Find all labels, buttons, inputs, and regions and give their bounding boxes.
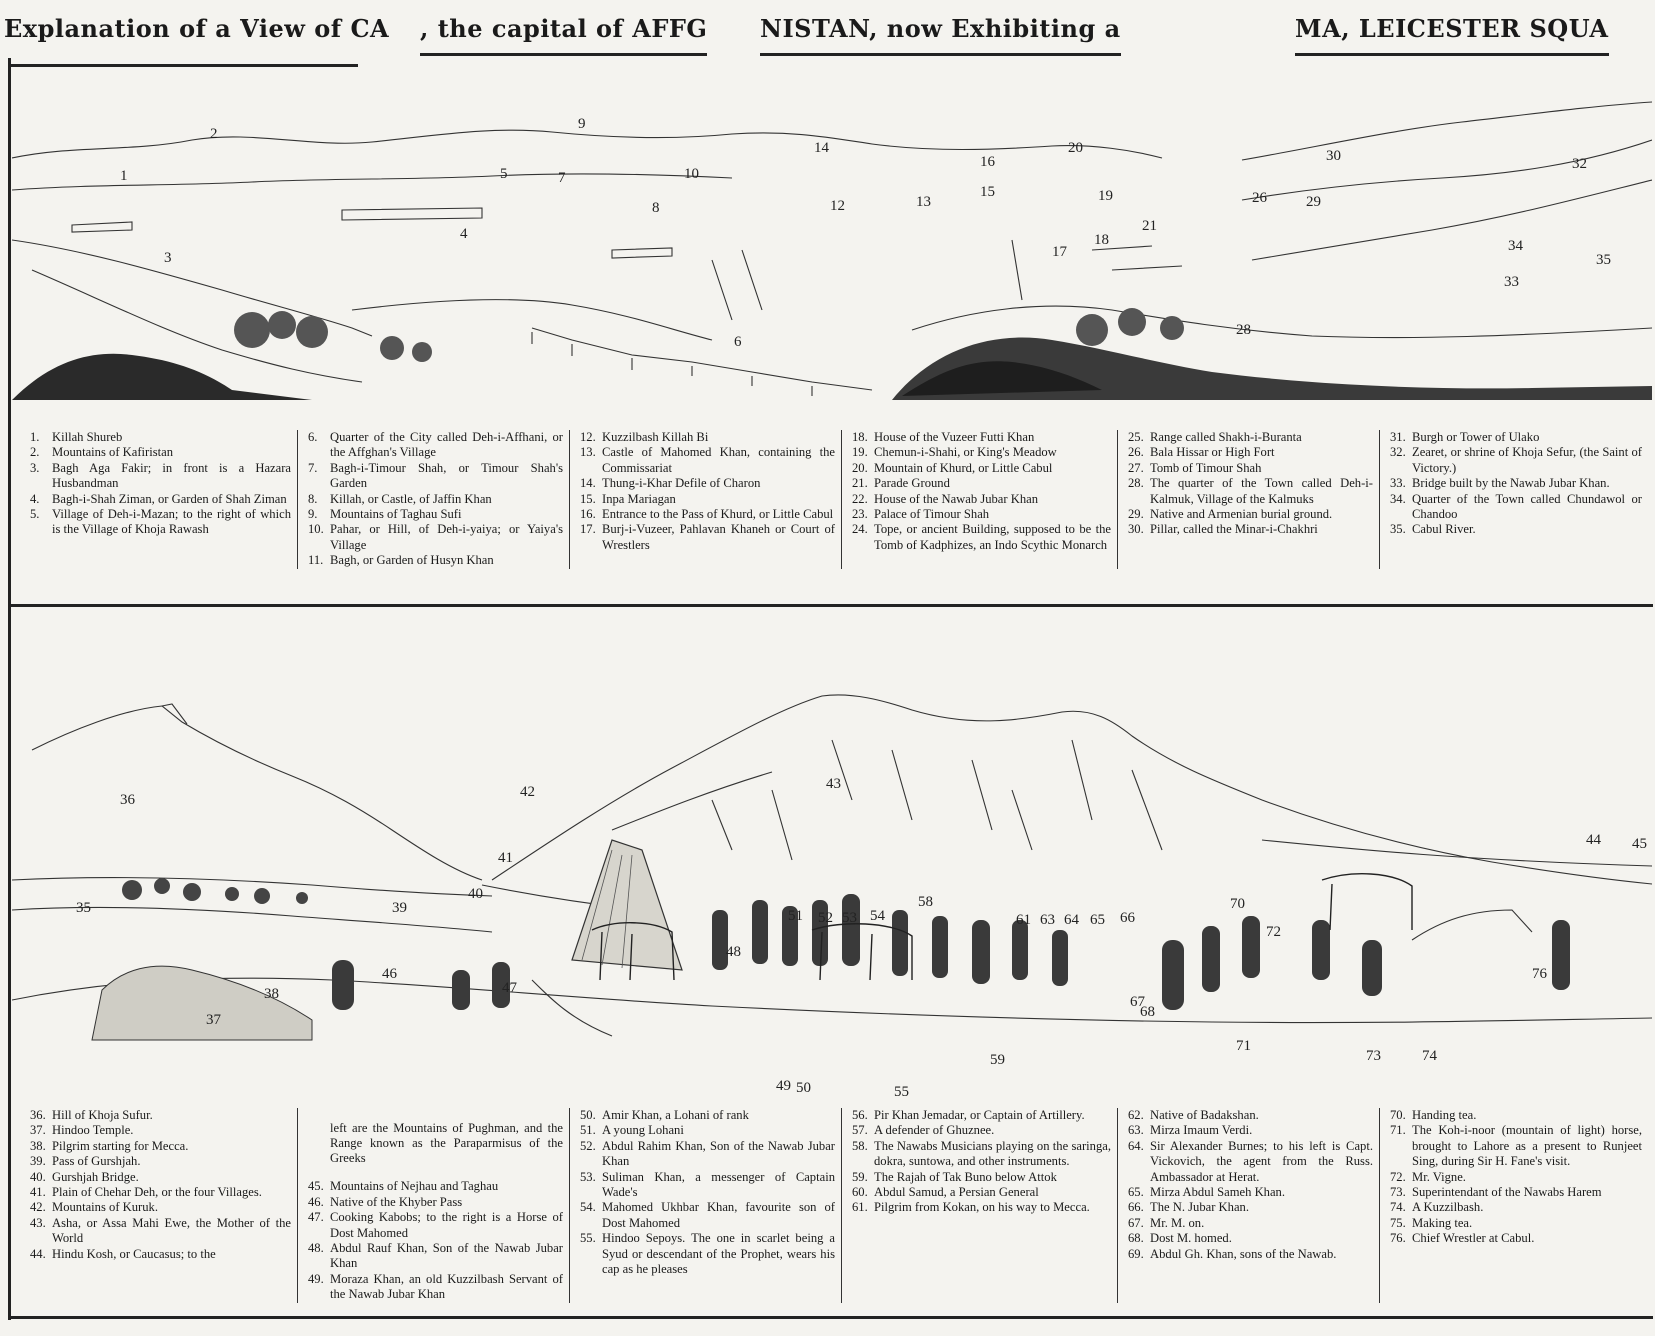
legend-entry: 35. Cabul River. (1390, 522, 1476, 537)
pano2-label-46: 46 (382, 966, 397, 982)
pano1-label-10: 10 (684, 166, 699, 182)
pano1-label-9: 9 (578, 116, 586, 132)
legend-entry: 58. The Nawabs Musicians playing on the saringa, dokra, suntowa, and other instruments. (852, 1138, 1111, 1169)
pano1-label-2: 2 (210, 126, 218, 142)
headline-part-1: Explanation of a View of CA (4, 14, 390, 43)
pano2-label-68: 68 (1140, 1004, 1155, 1020)
legend-entry: 9. Mountains of Taghau Sufi (308, 507, 462, 522)
legend-entry: 23. Palace of Timour Shah (852, 507, 990, 522)
legend-entry: 57. A defender of Ghuznee. (852, 1123, 995, 1138)
legend-entry: 41. Plain of Chehar Deh, or the four Villages. (30, 1185, 262, 1200)
pano1-label-4: 4 (460, 226, 468, 242)
legend-entry: 53. Suliman Khan, a messenger of Captain Wade's (580, 1169, 835, 1200)
legend-entry: 43. Asha, or Assa Mahi Ewe, the Mother of the World (30, 1215, 291, 1246)
pano2-label-49: 49 (776, 1078, 791, 1094)
legend-upper-col-3 (570, 430, 842, 569)
pano2-label-53: 53 (842, 910, 857, 926)
legend-entry: 69. Abdul Gh. Khan, sons of the Nawab. (1128, 1246, 1337, 1261)
legend-entry: 48. Abdul Rauf Khan, Son of the Nawab Jubar Khan (308, 1241, 563, 1271)
legend-entry: 7. Bagh-i-Timour Shah, or Timour Shah's Garden (308, 460, 563, 491)
legend-entry: 37. Hindoo Temple. (30, 1123, 134, 1138)
pano2-label-71: 71 (1236, 1038, 1251, 1054)
pano2-label-58: 58 (918, 894, 933, 910)
legend-entry: 20. Mountain of Khurd, or Little Cabul (852, 460, 1053, 475)
legend-entry: 10. Pahar, or Hill, of Deh-i-yaiya; or Yaiya's Village (308, 522, 563, 552)
pano1-label-6: 6 (734, 334, 742, 350)
legend-entry: 19. Chemun-i-Shahi, or King's Meadow (852, 445, 1057, 460)
legend-entry: 11. Bagh, or Garden of Husyn Khan (308, 553, 494, 568)
legend-entry: 65. Mirza Abdul Sameh Khan. (1128, 1185, 1286, 1200)
legend-entry: 40. Gurshjah Bridge. (30, 1169, 139, 1184)
legend-entry: 3. Bagh Aga Fakir; in front is a Hazara Husbandman (30, 460, 291, 491)
legend-lower-col-3 (570, 1108, 842, 1303)
pano1-label-32: 32 (1572, 156, 1587, 172)
legend-lower-col-5 (1118, 1108, 1380, 1303)
legend-entry: 8. Killah, or Castle, of Jaffin Khan (308, 491, 492, 506)
legend-entry: 42. Mountains of Kuruk. (30, 1200, 158, 1215)
legend-entry: 63. Mirza Imaum Verdi. (1128, 1123, 1253, 1138)
legend-entry: 21. Parade Ground (852, 476, 950, 491)
legend-entry: 13. Castle of Mahomed Khan, containing the Commissariat (580, 445, 835, 475)
pano2-label-55: 55 (894, 1084, 909, 1100)
pano2-label-36: 36 (120, 792, 135, 808)
pano2-label-54: 54 (870, 908, 885, 924)
pano2-label-51: 51 (788, 908, 803, 924)
legend-entry: 2. Mountains of Kafiristan (30, 445, 174, 460)
legend-entry: 15. Inpa Mariagan (580, 491, 676, 506)
legend-entry: 51. A young Lohani (580, 1123, 684, 1138)
pano2-label-42: 42 (520, 784, 535, 800)
legend-entry: 73. Superintendant of the Nawabs Harem (1390, 1185, 1602, 1200)
panorama-upper-labels (120, 116, 1611, 350)
legend-entry: 67. Mr. M. on. (1128, 1215, 1205, 1230)
legend-entry: 28. The quarter of the Town called Deh-i-Kalmuk, Village of the Kalmuks (1128, 476, 1373, 506)
panorama-upper-illustration (12, 100, 1652, 430)
legend-entry: 5. Village of Deh-i-Mazan; to the right of which is the Village of Khoja Rawash (30, 507, 291, 537)
panorama-upper (12, 100, 1652, 430)
pano1-label-33: 33 (1504, 274, 1519, 290)
legend-upper-col-1 (20, 430, 298, 569)
pano1-label-29: 29 (1306, 194, 1321, 210)
pano2-label-76: 76 (1532, 966, 1547, 982)
legend-upper-col-6 (1380, 430, 1648, 569)
panorama-lower-labels (76, 776, 1647, 1100)
pano1-label-26: 26 (1252, 190, 1267, 206)
pano1-label-3: 3 (164, 250, 172, 266)
legend-entry: 22. House of the Nawab Jubar Khan (852, 491, 1039, 506)
legend-entry: 70. Handing tea. (1390, 1108, 1477, 1122)
legend-upper-col-5 (1118, 430, 1380, 569)
pano2-label-65: 65 (1090, 912, 1105, 928)
legend-entry: 12. Kuzzilbash Killah Bi (580, 430, 709, 444)
legend-upper (20, 430, 1648, 569)
pano2-label-70: 70 (1230, 896, 1245, 912)
legend-entry: 59. The Rajah of Tak Buno below Attok (852, 1169, 1057, 1184)
headline-part-3: NISTAN, now Exhibiting a (760, 14, 1121, 56)
pano2-label-37: 37 (206, 1012, 221, 1028)
pano2-label-41: 41 (498, 850, 513, 866)
legend-lower-col-2 (298, 1108, 570, 1303)
pano1-label-35: 35 (1596, 252, 1611, 268)
legend-upper-col-4 (842, 430, 1118, 569)
panorama-lower-illustration (12, 680, 1652, 1100)
pano1-label-28: 28 (1236, 322, 1251, 338)
pano2-label-50: 50 (796, 1080, 811, 1096)
pano1-label-30: 30 (1326, 148, 1341, 164)
top-rule-left (8, 64, 358, 67)
pano2-label-44: 44 (1586, 832, 1601, 848)
legend-entry: 6. Quarter of the City called Deh-i-Affhani, or the Affghan's Village (308, 430, 563, 460)
pano2-label-59: 59 (990, 1052, 1005, 1068)
pano1-label-34: 34 (1508, 238, 1523, 254)
pano2-label-72: 72 (1266, 924, 1281, 940)
pano1-label-5: 5 (500, 166, 508, 182)
legend-lower-col-1 (20, 1108, 298, 1303)
legend-entry: 54. Mahomed Ukhbar Khan, favourite son of Dost Mahomed (580, 1200, 835, 1230)
legend-lower-col-4 (842, 1108, 1118, 1303)
legend-entry: 39. Pass of Gurshjah. (30, 1154, 141, 1169)
legend-entry: 49. Moraza Khan, an old Kuzzilbash Servant of the Nawab Jubar Khan (308, 1271, 563, 1302)
pano1-label-13: 13 (916, 194, 931, 210)
legend-entry: 46. Native of the Khyber Pass (308, 1194, 463, 1209)
legend-entry: 34. Quarter of the Town called Chundawol or Chandoo (1390, 491, 1642, 522)
legend-entry: 38. Pilgrim starting for Mecca. (30, 1138, 189, 1153)
legend-entry: 64. Sir Alexander Burnes; to his left is Capt. Vickovich, the agent from the Russ. Ambassador at Herat. (1128, 1138, 1373, 1184)
legend-entry: 74. A Kuzzilbash. (1390, 1200, 1484, 1215)
pano2-label-74: 74 (1422, 1048, 1437, 1064)
pano2-label-47: 47 (502, 980, 517, 996)
legend-entry: 30. Pillar, called the Minar-i-Chakhri (1128, 522, 1318, 537)
legend-entry: 1. Killah Shureb (30, 430, 123, 444)
pano1-label-12: 12 (830, 198, 845, 214)
bottom-rule (8, 1316, 1653, 1319)
pano2-label-39: 39 (392, 900, 407, 916)
legend-entry: 61. Pilgrim from Kokan, on his way to Mecca. (852, 1200, 1090, 1215)
legend-entry: 33. Bridge built by the Nawab Jubar Khan. (1390, 476, 1610, 491)
pano2-label-67: 67 (1130, 994, 1145, 1010)
legend-entry: 47. Cooking Kabobs; to the right is a Horse of Dost Mahomed (308, 1210, 563, 1240)
legend-entry: 62. Native of Badakshan. (1128, 1108, 1259, 1122)
legend-entry: 52. Abdul Rahim Khan, Son of the Nawab Jubar Khan (580, 1138, 835, 1169)
legend-entry: 44. Hindu Kosh, or Caucasus; to the (30, 1246, 216, 1261)
legend-entry: 31. Burgh or Tower of Ulako (1390, 430, 1540, 444)
legend-entry: 29. Native and Armenian burial ground. (1128, 507, 1333, 522)
pano1-label-20: 20 (1068, 140, 1083, 156)
pano2-label-63: 63 (1040, 912, 1055, 928)
legend-entry: 4. Bagh-i-Shah Ziman, or Garden of Shah Ziman (30, 491, 287, 506)
legend-entry: 25. Range called Shakh-i-Buranta (1128, 430, 1302, 444)
pano2-label-45: 45 (1632, 836, 1647, 852)
pano1-label-8: 8 (652, 200, 660, 216)
legend-lower-col-6 (1380, 1108, 1648, 1303)
legend-entry: 27. Tomb of Timour Shah (1128, 460, 1262, 475)
pano2-label-38: 38 (264, 986, 279, 1002)
pano2-label-66: 66 (1120, 910, 1135, 926)
legend-entry: 68. Dost M. homed. (1128, 1231, 1232, 1246)
legend-entry: 75. Making tea. (1390, 1215, 1473, 1230)
legend-lower (20, 1108, 1648, 1303)
pano1-label-7: 7 (558, 170, 566, 186)
legend-entry: 66. The N. Jubar Khan. (1128, 1200, 1249, 1215)
pano2-label-64: 64 (1064, 912, 1079, 928)
legend-continuation: left are the Mountains of Pughman, and the Range known as the Paraparmisus of the Greeks (330, 1120, 563, 1166)
legend-entry: 50. Amir Khan, a Lohani of rank (580, 1108, 749, 1122)
legend-entry: 36. Hill of Khoja Sufur. (30, 1108, 153, 1122)
legend-entry: 71. The Koh-i-noor (mountain of light) horse, brought to Lahore as a present to Runjeet Sing, during Sir H. Fane's visit. (1390, 1123, 1642, 1169)
pano2-label-40: 40 (468, 886, 483, 902)
headline-part-4: MA, LEICESTER SQUA (1295, 14, 1609, 56)
section-divider (8, 604, 1653, 607)
pano1-label-21: 21 (1142, 218, 1157, 234)
legend-entry: 17. Burj-i-Vuzeer, Pahlavan Khaneh or Court of Wrestlers (580, 522, 835, 552)
legend-entry: 45. Mountains of Nejhau and Taghau (308, 1179, 499, 1194)
pano1-label-15: 15 (980, 184, 995, 200)
pano1-label-1: 1 (120, 168, 128, 184)
legend-entry: 56. Pir Khan Jemadar, or Captain of Artillery. (852, 1108, 1085, 1122)
legend-entry: 76. Chief Wrestler at Cabul. (1390, 1231, 1535, 1246)
legend-entry: 72. Mr. Vigne. (1390, 1169, 1466, 1184)
legend-entry: 32. Zearet, or shrine of Khoja Sefur, (the Saint of Victory.) (1390, 445, 1642, 475)
pano2-label-61: 61 (1016, 912, 1031, 928)
pano2-label-73: 73 (1366, 1048, 1381, 1064)
pano1-label-18: 18 (1094, 232, 1109, 248)
legend-entry: 60. Abdul Samud, a Persian General (852, 1185, 1039, 1200)
panorama-lower (12, 680, 1652, 1100)
legend-entry: 55. Hindoo Sepoys. The one in scarlet being a Syud or descendant of the Prophet, wears his cap as he pleases (580, 1231, 835, 1277)
pano1-label-19: 19 (1098, 188, 1113, 204)
legend-entry: 24. Tope, or ancient Building, supposed to be the Tomb of Kadphizes, an Indo Scythic Monarch (852, 522, 1111, 552)
headline-part-2: , the capital of AFFG (420, 14, 707, 56)
legend-entry: 18. House of the Vuzeer Futti Khan (852, 430, 1035, 444)
pano2-label-48: 48 (726, 944, 741, 960)
legend-entry: 26. Bala Hissar or High Fort (1128, 445, 1275, 460)
legend-entry: 14. Thung-i-Khar Defile of Charon (580, 476, 761, 491)
legend-entry: 16. Entrance to the Pass of Khurd, or Little Cabul (580, 507, 834, 522)
pano1-label-17: 17 (1052, 244, 1067, 260)
pano2-label-35: 35 (76, 900, 91, 916)
pano2-label-52: 52 (818, 910, 833, 926)
pano1-label-14: 14 (814, 140, 829, 156)
legend-upper-col-2 (298, 430, 570, 569)
pano2-label-43: 43 (826, 776, 841, 792)
pano1-label-16: 16 (980, 154, 995, 170)
